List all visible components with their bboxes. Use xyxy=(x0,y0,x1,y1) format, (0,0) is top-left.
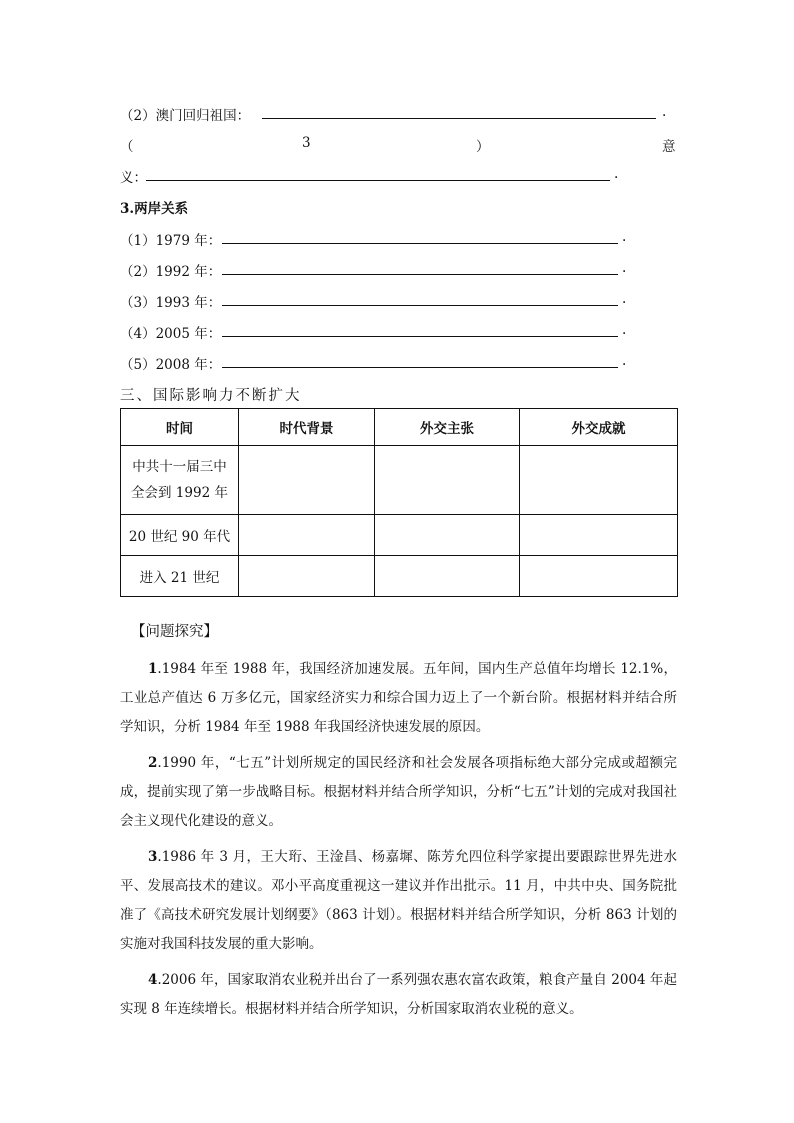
answer-cell[interactable] xyxy=(520,515,678,556)
question-text: .2006 年，国家取消农业税并出台了一系列强农惠农富农政策，粮食产量自 2004 年起实现 8 年连续增长。根据材料并结合所学知识，分析国家取消农业税的意义。 xyxy=(120,972,677,1017)
question-text: .1990 年，“七五”计划所规定的国民经济和社会发展各项指标绝大部分完成或超额完成，提前实现了第一步战略目标。根据材料并结合所学知识，分析“七五”计划的完成对我国社会主义现代化建设的意义。 xyxy=(120,755,677,829)
cross-strait-answer-line[interactable] xyxy=(222,367,618,368)
answer-cell[interactable] xyxy=(520,556,678,597)
answer-cell[interactable] xyxy=(239,446,375,515)
cross-strait-item-label: （4）2005 年： xyxy=(120,326,222,342)
answer-cell[interactable] xyxy=(375,446,520,515)
period-cell: 20 世纪 90 年代 xyxy=(121,515,239,556)
table-row xyxy=(121,446,678,515)
cross-strait-item-label: （3）1993 年： xyxy=(120,295,222,311)
end-mark: . xyxy=(622,260,627,276)
end-mark: . xyxy=(622,353,627,369)
heading-number: 3 xyxy=(120,201,130,217)
table-row xyxy=(121,556,678,597)
cross-strait-answer-line[interactable] xyxy=(222,305,618,306)
table-row xyxy=(121,515,678,556)
section3-title: 三、国际影响力不断扩大 xyxy=(120,388,302,404)
end-mark: . xyxy=(662,104,667,120)
answer-cell[interactable] xyxy=(239,556,375,597)
question-paragraph xyxy=(120,843,677,959)
diplomacy-table xyxy=(120,408,678,597)
table-header-cell: 时代背景 xyxy=(239,409,375,446)
table-header-cell: 外交主张 xyxy=(375,409,520,446)
macau-return-answer-line[interactable] xyxy=(262,118,656,119)
significance-open-paren: （ xyxy=(120,139,134,155)
question-number: 3 xyxy=(148,849,158,865)
answer-cell[interactable] xyxy=(520,446,678,515)
question-text: .1986 年 3 月，王大珩、王淦昌、杨嘉墀、陈芳允四位科学家提出要跟踪世界先进水平、发展高技术的建议。邓小平高度重视这一建议并作出批示。11 月，中共中央、国务院批准了《高技术研究发展计划纲要》（863 计划）。根据材料并结合所学知识，分析 863 计划的实施对我国科技发展的重大影响。 xyxy=(120,849,677,952)
cross-strait-answer-line[interactable] xyxy=(222,243,618,244)
answer-cell[interactable] xyxy=(375,556,520,597)
table-header-cell: 外交成就 xyxy=(520,409,678,446)
period-text: 全会到 1992 年 xyxy=(131,485,228,501)
end-mark: . xyxy=(622,229,627,245)
heading-text: .两岸关系 xyxy=(129,201,189,217)
period-cell xyxy=(121,446,239,515)
macau-return-label: （2）澳门回归祖国： xyxy=(120,108,251,124)
significance-answer-line[interactable] xyxy=(146,180,610,181)
significance-word-part2: 义： xyxy=(120,170,147,186)
question-paragraph xyxy=(120,966,677,1024)
cross-strait-item-label: （5）2008 年： xyxy=(120,357,222,373)
question-number: 2 xyxy=(148,755,158,771)
cross-strait-heading xyxy=(120,197,188,217)
period-cell: 进入 21 世纪 xyxy=(121,556,239,597)
question-paragraph xyxy=(120,749,677,836)
question-number: 1 xyxy=(148,661,158,677)
significance-word-part1: 意 xyxy=(662,139,676,155)
cross-strait-answer-line[interactable] xyxy=(222,274,618,275)
significance-close-paren: ） xyxy=(476,139,490,155)
period-text: 中共十一届三中 xyxy=(132,459,227,475)
table-header-row xyxy=(121,409,678,446)
end-mark: . xyxy=(622,322,627,338)
question-paragraph xyxy=(120,655,677,742)
end-mark: . xyxy=(614,166,619,182)
significance-number: 3 xyxy=(302,135,311,151)
answer-cell[interactable] xyxy=(239,515,375,556)
table-header-cell: 时间 xyxy=(121,409,239,446)
answer-cell[interactable] xyxy=(375,515,520,556)
question-number: 4 xyxy=(148,972,158,988)
cross-strait-item-label: （1）1979 年： xyxy=(120,233,222,249)
cross-strait-item-label: （2）1992 年： xyxy=(120,264,222,280)
end-mark: . xyxy=(622,291,627,307)
inquiry-title: 【问题探究】 xyxy=(131,624,218,640)
cross-strait-answer-line[interactable] xyxy=(222,336,618,337)
question-text: .1984 年至 1988 年，我国经济加速发展。五年间，国内生产总值年均增长 12.1%，工业总产值达 6 万多亿元，国家经济实力和综合国力迈上了一个新台阶。根据材料并结合所学知识，分析 1984 年至 1988 年我国经济快速发展的原因。 xyxy=(120,661,677,735)
